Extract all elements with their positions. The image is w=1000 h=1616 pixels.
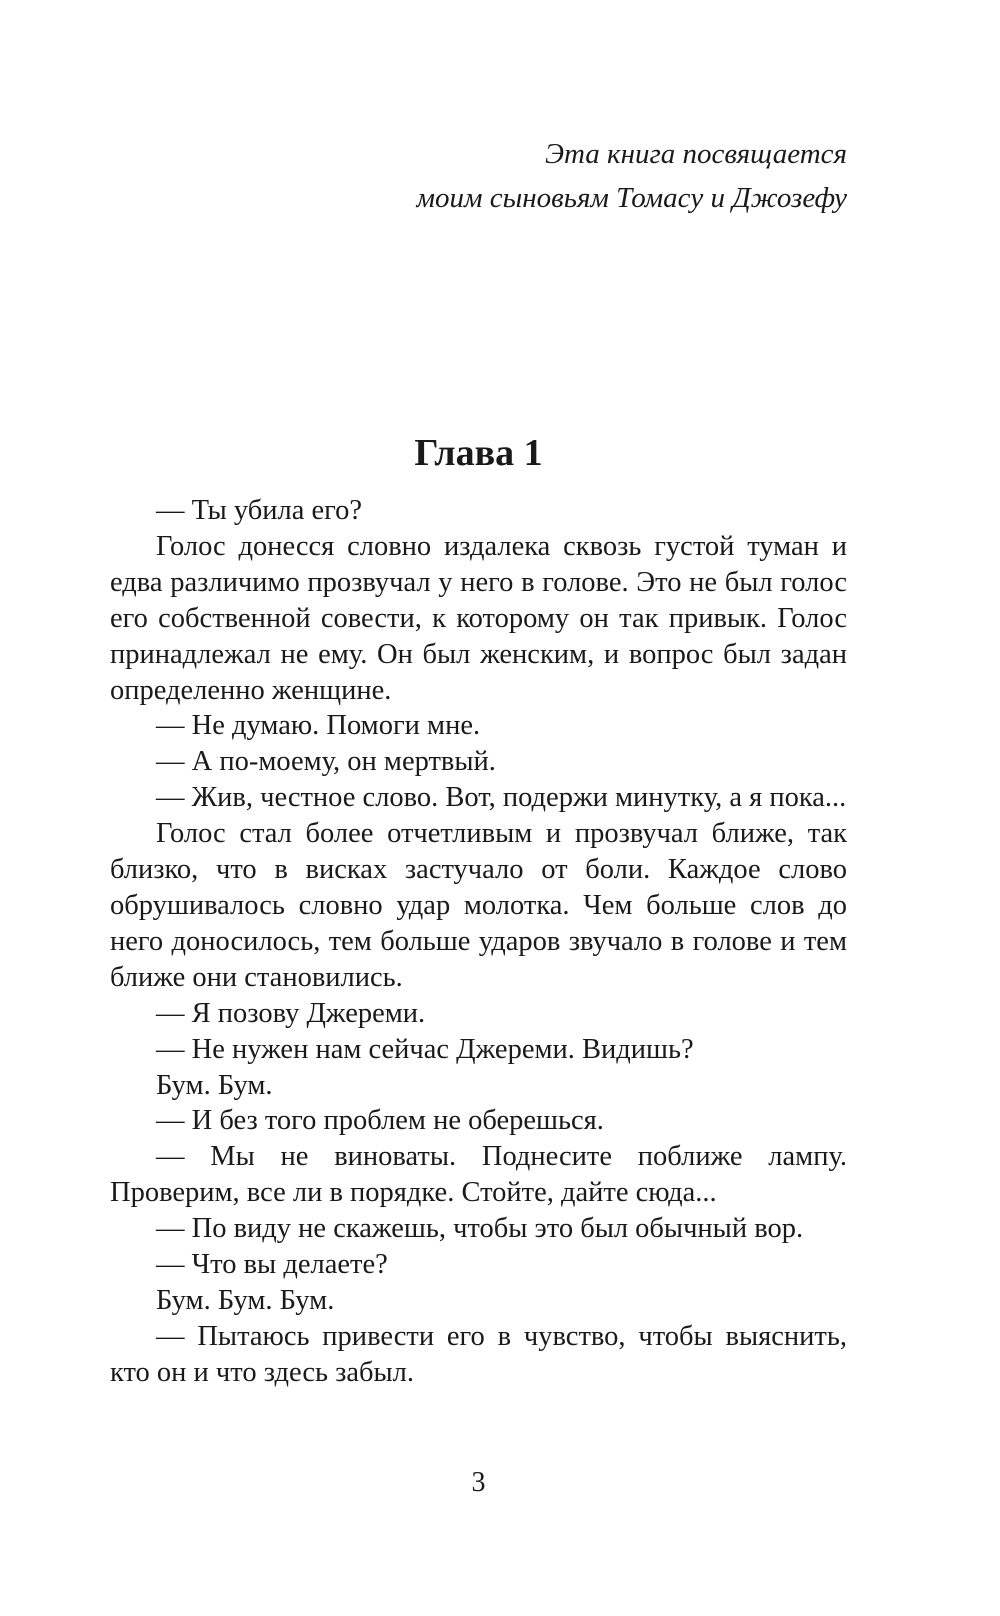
paragraph: — И без того проблем не оберешься. bbox=[156, 1105, 604, 1137]
chapter-body bbox=[110, 493, 847, 1391]
paragraph: — Я позову Джереми. bbox=[156, 997, 426, 1029]
dedication bbox=[110, 132, 847, 220]
paragraph: Бум. Бум. Бум. bbox=[156, 1284, 335, 1316]
paragraph: — Жив, честное слово. Вот, подержи минутку, а я пока... bbox=[156, 782, 847, 814]
paragraph: Бум. Бум. bbox=[156, 1069, 273, 1101]
chapter-title: Глава 1 bbox=[414, 432, 543, 474]
page-number: 3 bbox=[471, 1467, 486, 1498]
paragraph: Голос донесся словно издалека сквозь густой туман и едва различимо прозвучал у него в голове. Это не был голос его собственной совести, к которому он так привык. Голос принадлежал не ему. Он был женским, и вопрос был задан определенно женщине. bbox=[110, 530, 847, 706]
dedication-line-1: Эта книга посвящается bbox=[544, 138, 847, 170]
paragraph: — По виду не скажешь, чтобы это был обычный вор. bbox=[156, 1213, 804, 1245]
paragraph: — Мы не виноваты. Поднесите поближе лампу. Проверим, все ли в порядке. Стойте, дайте сюда... bbox=[110, 1141, 847, 1209]
paragraph: — Не нужен нам сейчас Джереми. Видишь? bbox=[156, 1033, 694, 1065]
paragraph: Голос стал более отчетливым и прозвучал ближе, так близко, что в висках застучало от боли. Каждое слово обрушивалось словно удар молотка. Чем больше слов до него доносилось, тем больше ударов звучало в голове и тем ближе они становились. bbox=[110, 818, 847, 993]
paragraph: — А по-моему, он мертвый. bbox=[156, 746, 496, 778]
paragraph: — Не думаю. Помоги мне. bbox=[156, 710, 481, 742]
paragraph: — Что вы делаете? bbox=[156, 1249, 388, 1281]
paragraph: — Ты убила его? bbox=[156, 495, 363, 526]
dedication-line-2: моим сыновьям Томасу и Джозефу bbox=[416, 182, 847, 214]
paragraph: — Пытаюсь привести его в чувство, чтобы выяснить, кто он и что здесь забыл. bbox=[110, 1320, 847, 1388]
